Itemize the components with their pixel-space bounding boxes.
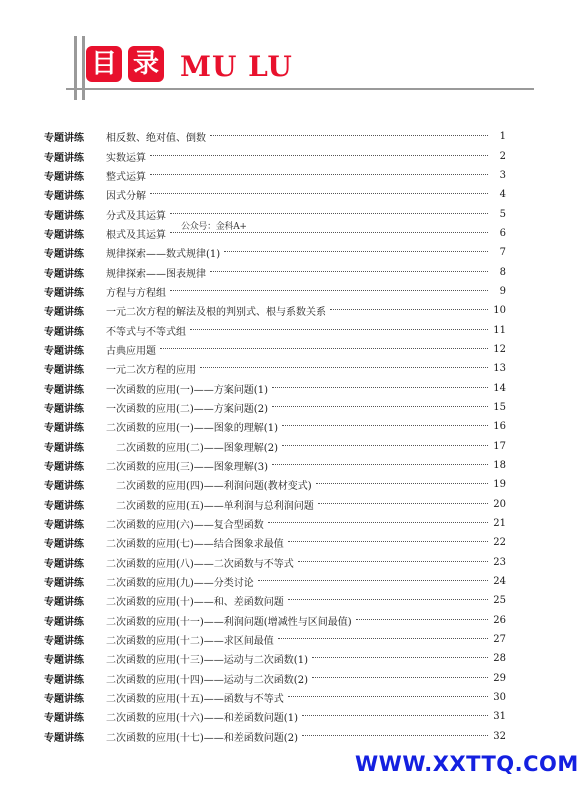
- toc-leader-dots: [318, 502, 488, 504]
- toc-entry-category: 专题讲练: [44, 442, 84, 454]
- toc-entry[interactable]: [44, 359, 506, 378]
- header-decor-bar: [74, 36, 77, 100]
- toc-entry-page: 31: [493, 711, 506, 723]
- header-latin-title: MU LU: [180, 50, 293, 83]
- toc-entry-page: 29: [493, 672, 506, 684]
- toc-leader-dots: [150, 192, 488, 194]
- toc-leader-dots: [272, 405, 488, 407]
- toc-leader-dots: [312, 656, 488, 658]
- toc-entry-category: 专题讲练: [44, 210, 84, 222]
- toc-entry-title: 因式分解: [106, 191, 146, 203]
- toc-entry-title: 二次函数的应用(十三)——运动与二次函数(1): [106, 655, 308, 667]
- toc-entry-category: 专题讲练: [44, 287, 84, 299]
- toc-entry-title: 二次函数的应用(九)——分类讨论: [106, 578, 254, 590]
- toc-entry-title: 二次函数的应用(十六)——和差函数问题(1): [106, 713, 298, 725]
- toc-entry-category: 专题讲练: [44, 384, 84, 396]
- header-badge-lu: 录: [128, 46, 164, 82]
- toc-leader-dots: [210, 134, 488, 136]
- toc-leader-dots: [268, 521, 488, 523]
- toc-entry-category: 专题讲练: [44, 520, 84, 532]
- toc-entry-page: 21: [493, 518, 506, 530]
- toc-entry-title: 一元二次方程的解法及根的判别式、根与系数关系: [106, 307, 326, 319]
- toc-entry-page: 9: [499, 285, 506, 297]
- toc-entry-category: 专题讲练: [44, 732, 84, 744]
- toc-leader-dots: [282, 424, 488, 426]
- toc-entry-title: 二次函数的应用(十)——和、差函数问题: [106, 597, 284, 609]
- toc-entry-page: 14: [493, 382, 506, 394]
- toc-entry-title: 二次函数的应用(五)——单利润与总利润问题: [116, 500, 314, 512]
- toc-leader-dots: [170, 212, 488, 214]
- toc-leader-dots: [312, 676, 488, 678]
- toc-entry-title: 二次函数的应用(十七)——和差函数问题(2): [106, 732, 298, 744]
- toc-entry-category: 专题讲练: [44, 171, 84, 183]
- page-header: [62, 36, 542, 100]
- toc-entry[interactable]: [44, 669, 506, 688]
- toc-entry[interactable]: [44, 572, 506, 591]
- toc-entry[interactable]: [44, 649, 506, 668]
- toc-entry-category: 专题讲练: [44, 481, 84, 493]
- toc-entry-page: 4: [499, 189, 506, 201]
- toc-entry-category: 专题讲练: [44, 229, 84, 241]
- toc-entry-page: 20: [493, 498, 506, 510]
- toc-entry[interactable]: [44, 611, 506, 630]
- toc-entry-category: 专题讲练: [44, 558, 84, 570]
- toc-entry-title: 二次函数的应用(四)——利润问题(教材变式): [116, 481, 312, 493]
- toc-entry[interactable]: [44, 166, 506, 185]
- toc-entry-page: 13: [493, 363, 506, 375]
- toc-leader-dots: [272, 386, 488, 388]
- toc-leader-dots: [288, 695, 488, 697]
- toc-entry-title: 二次函数的应用(十二)——求区间最值: [106, 636, 274, 648]
- toc-entry-page: 6: [499, 227, 506, 239]
- toc-entry-page: 15: [493, 401, 506, 413]
- toc-entry-category: 专题讲练: [44, 133, 84, 145]
- toc-entry-title: 二次函数的应用(十一)——利润问题(增减性与区间最值): [106, 616, 352, 628]
- toc-entry-page: 7: [499, 247, 506, 259]
- toc-entry-page: 22: [493, 537, 506, 549]
- toc-leader-dots: [288, 540, 488, 542]
- toc-entry-category: 专题讲练: [44, 403, 84, 415]
- toc-leader-dots: [278, 637, 488, 639]
- toc-entry[interactable]: [44, 262, 506, 281]
- toc-entry[interactable]: [44, 204, 506, 223]
- toc-entry[interactable]: [44, 378, 506, 397]
- toc-entry[interactable]: [44, 591, 506, 610]
- toc-entry-page: 11: [493, 324, 506, 336]
- toc-entry-title: 规律探索——数式规律(1): [106, 249, 221, 261]
- toc-leader-dots: [288, 598, 488, 600]
- toc-entry-title: 古典应用题: [106, 345, 156, 357]
- toc-entry[interactable]: [44, 456, 506, 475]
- toc-entry-category: 专题讲练: [44, 268, 84, 280]
- toc-entry-category: 专题讲练: [44, 365, 84, 377]
- footer-site-url: WWW.XXTTQ.COM: [355, 752, 579, 776]
- toc-entry[interactable]: [44, 127, 506, 146]
- toc-entry-title: 二次函数的应用(十五)——函数与不等式: [106, 694, 284, 706]
- toc-entry-title: 方程与方程组: [106, 287, 166, 299]
- table-of-contents: [44, 127, 506, 746]
- watermark-text: 公众号：金科A+: [181, 222, 247, 232]
- toc-entry-page: 19: [493, 479, 506, 491]
- toc-entry-title: 根式及其运算: [106, 229, 166, 241]
- toc-entry-title: 规律探索——图表规律: [106, 268, 206, 280]
- toc-entry-title: 一元二次方程的应用: [106, 365, 196, 377]
- toc-leader-dots: [210, 270, 488, 272]
- toc-entry-title: 二次函数的应用(七)——结合图象求最值: [106, 539, 284, 551]
- toc-entry-title: 二次函数的应用(二)——图象理解(2): [116, 442, 278, 454]
- toc-entry-page: 5: [499, 208, 506, 220]
- toc-entry-category: 专题讲练: [44, 500, 84, 512]
- toc-leader-dots: [298, 560, 488, 562]
- toc-entry-category: 专题讲练: [44, 152, 84, 164]
- toc-entry[interactable]: [44, 301, 506, 320]
- toc-leader-dots: [200, 366, 488, 368]
- toc-entry[interactable]: [44, 475, 506, 494]
- toc-entry-category: 专题讲练: [44, 345, 84, 357]
- toc-entry[interactable]: [44, 320, 506, 339]
- toc-entry-category: 专题讲练: [44, 191, 84, 203]
- toc-entry-page: 10: [493, 305, 506, 317]
- toc-entry[interactable]: [44, 340, 506, 359]
- toc-leader-dots: [316, 482, 488, 484]
- toc-entry-title: 一次函数的应用(二)——方案问题(2): [106, 403, 268, 415]
- header-decor-bar: [82, 36, 85, 100]
- toc-entry-category: 专题讲练: [44, 462, 84, 474]
- toc-leader-dots: [302, 734, 488, 736]
- toc-entry-page: 18: [493, 460, 506, 472]
- toc-entry[interactable]: [44, 417, 506, 436]
- toc-entry-page: 17: [493, 440, 506, 452]
- toc-entry-title: 整式运算: [106, 171, 146, 183]
- toc-entry-title: 二次函数的应用(一)——图象的理解(1): [106, 423, 278, 435]
- toc-entry-category: 专题讲练: [44, 713, 84, 725]
- toc-leader-dots: [302, 714, 488, 716]
- toc-entry-category: 专题讲练: [44, 694, 84, 706]
- toc-entry-page: 28: [493, 653, 506, 665]
- toc-entry-category: 专题讲练: [44, 539, 84, 551]
- toc-entry-page: 1: [499, 131, 506, 143]
- toc-entry[interactable]: [44, 437, 506, 456]
- toc-entry[interactable]: [44, 707, 506, 726]
- toc-entry[interactable]: [44, 282, 506, 301]
- toc-entry-title: 一次函数的应用(一)——方案问题(1): [106, 384, 268, 396]
- toc-entry-page: 23: [493, 556, 506, 568]
- toc-leader-dots: [160, 347, 488, 349]
- toc-entry-category: 专题讲练: [44, 307, 84, 319]
- toc-entry[interactable]: [44, 495, 506, 514]
- toc-entry-title: 实数运算: [106, 152, 146, 164]
- toc-entry-title: 不等式与不等式组: [106, 326, 186, 338]
- toc-entry-category: 专题讲练: [44, 423, 84, 435]
- toc-entry-category: 专题讲练: [44, 326, 84, 338]
- toc-leader-dots: [356, 618, 488, 620]
- toc-entry-title: 二次函数的应用(十四)——运动与二次函数(2): [106, 674, 308, 686]
- toc-entry-title: 二次函数的应用(六)——复合型函数: [106, 520, 264, 532]
- toc-entry[interactable]: [44, 224, 506, 243]
- toc-entry-title: 二次函数的应用(三)——图象理解(3): [106, 462, 268, 474]
- toc-leader-dots: [272, 463, 488, 465]
- toc-entry[interactable]: [44, 688, 506, 707]
- toc-entry-category: 专题讲练: [44, 578, 84, 590]
- toc-entry-page: 2: [499, 150, 506, 162]
- toc-entry-page: 3: [499, 169, 506, 181]
- toc-entry-title: 二次函数的应用(八)——二次函数与不等式: [106, 558, 294, 570]
- toc-entry[interactable]: [44, 146, 506, 165]
- toc-entry-category: 专题讲练: [44, 636, 84, 648]
- toc-leader-dots: [258, 579, 488, 581]
- toc-entry-page: 16: [493, 421, 506, 433]
- toc-entry-page: 8: [499, 266, 506, 278]
- toc-entry-page: 27: [493, 634, 506, 646]
- toc-entry[interactable]: [44, 727, 506, 746]
- toc-entry-page: 25: [493, 595, 506, 607]
- toc-entry[interactable]: [44, 185, 506, 204]
- toc-entry-category: 专题讲练: [44, 655, 84, 667]
- toc-leader-dots: [170, 289, 488, 291]
- toc-entry[interactable]: [44, 514, 506, 533]
- toc-entry[interactable]: [44, 398, 506, 417]
- header-badge-mu: 目: [86, 46, 122, 82]
- toc-entry-category: 专题讲练: [44, 674, 84, 686]
- toc-entry[interactable]: [44, 553, 506, 572]
- toc-entry-category: 专题讲练: [44, 597, 84, 609]
- toc-entry-page: 30: [493, 692, 506, 704]
- toc-entry-title: 相反数、绝对值、倒数: [106, 133, 206, 145]
- toc-entry-title: 分式及其运算: [106, 210, 166, 222]
- toc-leader-dots: [282, 444, 488, 446]
- toc-entry-page: 24: [493, 576, 506, 588]
- toc-leader-dots: [150, 154, 488, 156]
- toc-entry[interactable]: [44, 630, 506, 649]
- toc-leader-dots: [150, 173, 488, 175]
- toc-leader-dots: [330, 308, 488, 310]
- toc-leader-dots: [190, 328, 488, 330]
- toc-entry-page: 32: [493, 730, 506, 742]
- toc-entry-page: 26: [493, 614, 506, 626]
- toc-entry-page: 12: [493, 343, 506, 355]
- toc-entry[interactable]: [44, 533, 506, 552]
- toc-entry-category: 专题讲练: [44, 249, 84, 261]
- toc-entry[interactable]: [44, 243, 506, 262]
- toc-entry-category: 专题讲练: [44, 616, 84, 628]
- toc-leader-dots: [224, 250, 488, 252]
- header-rule: [66, 88, 534, 90]
